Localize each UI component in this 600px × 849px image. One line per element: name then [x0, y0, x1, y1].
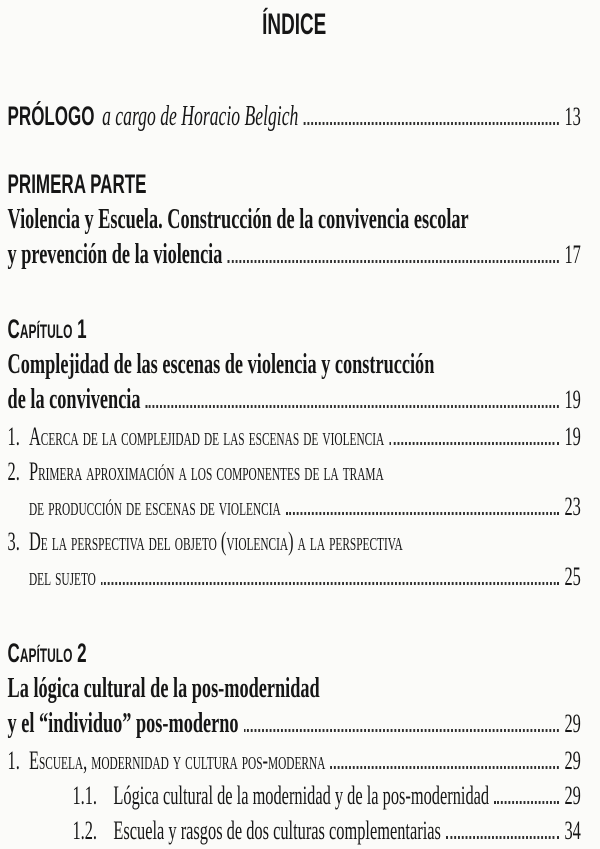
page-number: 13	[564, 102, 581, 131]
toc-section-capitulo-1	[8, 316, 581, 594]
item-line	[29, 454, 581, 489]
page-number: 19	[564, 422, 581, 451]
item-number: 1.	[7, 422, 20, 451]
toc-entry-prologue	[8, 100, 581, 133]
page-number: 25	[564, 562, 581, 591]
dot-leader	[227, 260, 558, 263]
dot-leader	[146, 405, 559, 408]
toc-item	[8, 524, 581, 594]
toc-section-primera-parte	[8, 171, 581, 272]
subitem-text: Escuela y rasgos de dos culturas complementarias	[113, 816, 441, 845]
page-number: 17	[564, 240, 581, 269]
toc-item	[8, 419, 581, 454]
page-number: 19	[564, 385, 581, 414]
chapter1-items	[8, 419, 581, 594]
dot-leader	[286, 512, 559, 515]
page-number: 29	[564, 781, 581, 810]
item-text: Acerca de la complejidad de las escenas de violencia	[28, 422, 385, 451]
item-body	[29, 743, 581, 778]
item-line	[29, 559, 581, 594]
toc-item	[8, 743, 581, 778]
page-number: 34	[564, 816, 581, 845]
page-number: 29	[564, 746, 581, 775]
item-line	[29, 419, 581, 454]
chapter-title-text: de la convivencia	[7, 383, 141, 415]
toc-item	[8, 454, 581, 524]
dot-leader	[101, 582, 559, 585]
dot-leader	[330, 766, 558, 769]
dot-leader	[494, 801, 559, 804]
item-number: 1.	[7, 746, 20, 775]
prologue-label: PRÓLOGO	[7, 101, 95, 131]
item-text: del sujeto	[28, 562, 96, 591]
item-body	[29, 524, 581, 594]
item-text: Escuela, modernidad y cultura pos-moderna	[28, 746, 326, 775]
part-title-line-2	[8, 237, 581, 272]
chapter-title-line-1: Complejidad de las escenas de violencia y construcción	[7, 348, 435, 380]
toc-subitem	[8, 778, 581, 813]
dot-leader	[446, 836, 559, 839]
subitem-text: Lógica cultural de la modernidad y de la pos-modernidad	[113, 781, 490, 810]
item-line	[29, 524, 581, 559]
page-title: ÍNDICE	[262, 8, 327, 41]
prologue-byline: a cargo de Horacio Belgich	[102, 101, 299, 132]
part-title-line-1: Violencia y Escuela. Construcción de la convivencia escolar	[7, 203, 469, 235]
dot-leader	[244, 729, 559, 732]
item-text: de producción de escenas de violencia	[28, 492, 281, 521]
item-text: De la perspectiva del objeto (violencia) a la perspectiva	[28, 527, 403, 556]
part-title-text: y prevención de la violencia	[7, 238, 223, 270]
chapter-kicker: Capítulo 2	[7, 638, 87, 668]
page-number: 23	[564, 492, 581, 521]
item-line	[29, 489, 581, 524]
item-body	[29, 419, 581, 454]
chapter-kicker: Capítulo 1	[7, 314, 87, 344]
chapter-title-line-2	[8, 382, 581, 417]
chapter-title-line-1: La lógica cultural de la pos-modernidad	[7, 672, 320, 704]
dot-leader	[303, 122, 558, 125]
item-text: Primera aproximación a los componentes de la trama	[28, 457, 384, 486]
item-line	[29, 743, 581, 778]
subitem-number: 1.1.	[72, 781, 98, 810]
part-kicker: PRIMERA PARTE	[7, 169, 147, 199]
item-number: 2.	[7, 457, 20, 486]
subitem-number: 1.2.	[72, 816, 98, 845]
chapter-title-text: y el “individuo” pos-moderno	[7, 707, 239, 739]
item-body	[29, 454, 581, 524]
dot-leader	[389, 442, 559, 445]
page-number: 29	[564, 709, 581, 738]
item-number: 3.	[7, 527, 20, 556]
chapter-title-line-2	[8, 706, 581, 741]
toc-section-capitulo-2	[8, 640, 581, 848]
chapter2-items	[8, 743, 581, 848]
toc-subitem	[8, 813, 581, 848]
